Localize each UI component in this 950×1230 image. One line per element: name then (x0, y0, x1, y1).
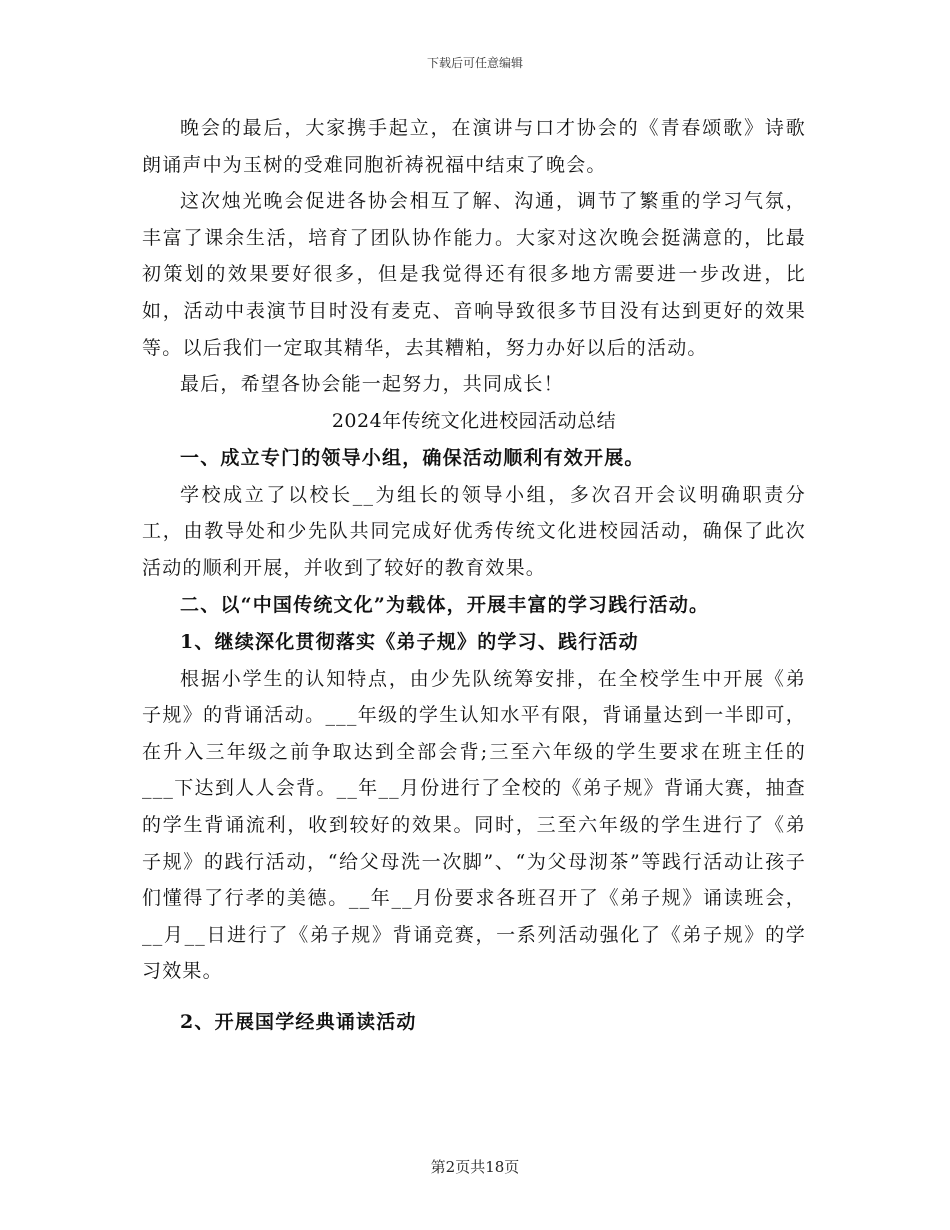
header-note: 下载后可任意编辑 (426, 56, 523, 70)
section-heading-2: 二、以“中国传统文化”为载体，开展丰富的学习践行活动。 (180, 593, 710, 616)
paragraph-leadership: 学校成立了以校长__为组长的领导小组，多次召开会议明确职责分工，由教导处和少先队共同完成好优秀传统文化进校园活动，确保了此次活动的顺利开展，并收到了较好的教育效果。 (142, 483, 806, 579)
document-title: 2024年传统文化进校园活动总结 (331, 409, 617, 432)
subsection-heading-2: 2、开展国学经典诵读活动 (180, 1010, 417, 1033)
paragraph-gala-ending: 晚会的最后，大家携手起立，在演讲与口才协会的《青春颂歌》诗歌朗诵声中为玉树的受难同胞祈祷祝福中结束了晚会。 (142, 117, 806, 176)
paragraph-gala-review: 这次烛光晚会促进各协会相互了解、沟通，调节了繁重的学习气氛，丰富了课余生活，培育了团队协作能力。大家对这次晚会挺满意的，比最初策划的效果要好很多，但是我觉得还有很多地方需要进一步改进，比如，活动中表演节目时没有麦克、音响导致很多节目没有达到更好的效果等。以后我们一定取其精华，去其糟粕，努力办好以后的活动。 (142, 190, 806, 359)
paragraph-dizigui: 根据小学生的认知特点，由少先队统筹安排，在全校学生中开展《弟子规》的背诵活动。___年级的学生认知水平有限，背诵量达到一半即可，在升入三年级之前争取达到全部会背;三至六年级的学生要求在班主任的___下达到人人会背。__年__月份进行了全校的《弟子规》背诵大赛，抽查的学生背诵流利，收到较好的效果。同时，三至六年级的学生进行了《弟子规》的践行活动，“给父母洗一次脚”、“为父母沏茶”等践行活动让孩子们懂得了行孝的美德。__年__月份要求各班召开了《弟子规》诵读班会，__月__日进行了《弟子规》背诵竞赛，一系列活动强化了《弟子规》的学习效果。 (142, 667, 806, 983)
section-heading-1: 一、成立专门的领导小组，确保活动顺利有效开展。 (180, 446, 645, 469)
document-body (142, 110, 806, 1041)
subsection-heading-1: 1、继续深化贯彻落实《弟子规》的学习、践行活动 (180, 630, 639, 653)
page-number: 第2页共18页 (430, 1158, 520, 1176)
paragraph-gala-closing: 最后，希望各协会能一起努力，共同成长！ (180, 373, 564, 396)
